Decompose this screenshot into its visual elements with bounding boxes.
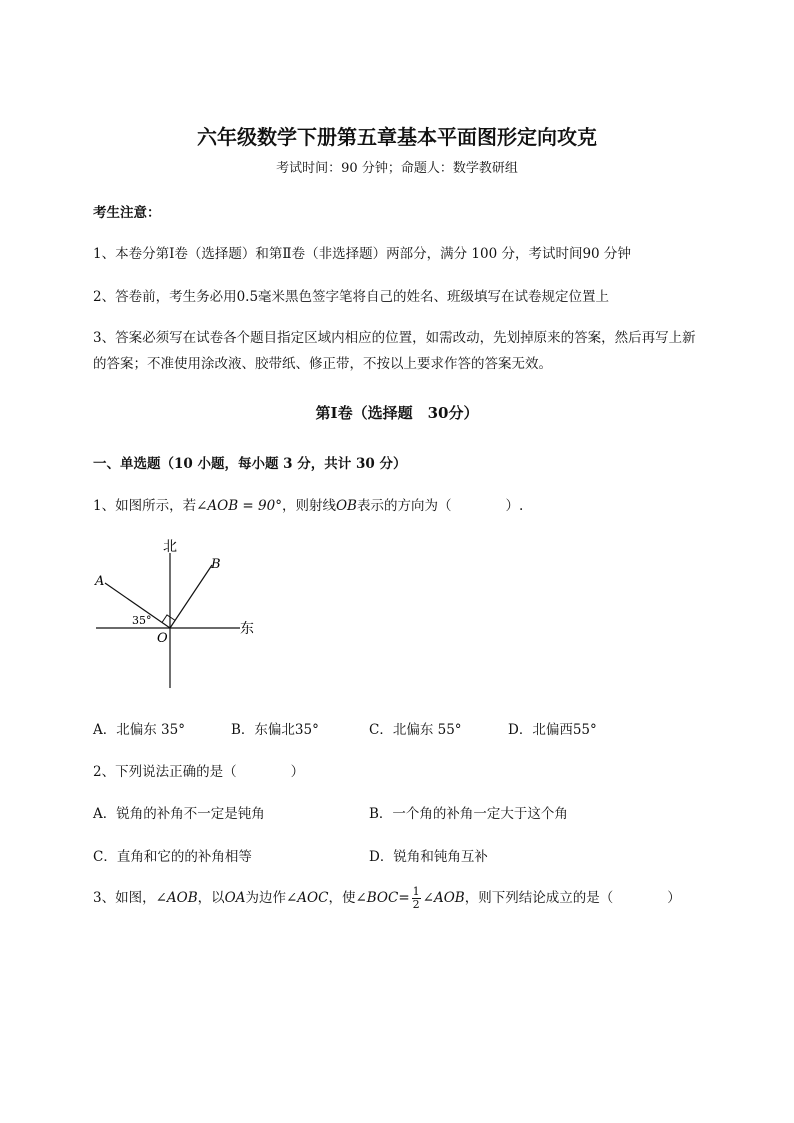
notice-item-2: 2、答卷前，考生务必用0.5毫米黑色签字笔将自己的姓名、班级填写在试卷规定位置上 — [93, 289, 610, 305]
q1-suffix: 表示的方向为（ ）. — [356, 498, 524, 514]
fraction-denominator: 2 — [412, 898, 420, 911]
q1-option-c[interactable]: C．北偏东 55° — [369, 722, 462, 738]
q3-math-oa: OA — [224, 890, 246, 906]
notice-item-1: 1、本卷分第Ⅰ卷（选择题）和第Ⅱ卷（非选择题）两部分，满分 100 分，考试时间90 分钟 — [93, 246, 631, 262]
q2-option-d[interactable]: D．锐角和钝角互补 — [369, 849, 488, 865]
q1-option-a[interactable]: A．北偏东 35° — [93, 722, 185, 738]
north-label: 北 — [163, 539, 177, 555]
point-o-label: O — [157, 631, 168, 646]
q3-math-aob: ∠AOB — [155, 890, 198, 906]
ray-ob — [170, 565, 212, 628]
q2-option-b[interactable]: B．一个角的补角一定大于这个角 — [369, 806, 568, 822]
q2-option-c[interactable]: C．直角和它的的补角相等 — [93, 849, 252, 865]
q1-direction-figure — [90, 535, 260, 695]
question-1-stem — [93, 494, 523, 514]
notice-item-3-line-2: 的答案；不准使用涂改液、胶带纸、修正带，不按以上要求作答的答案无效。 — [93, 356, 552, 372]
section-title: 第Ⅰ卷（选择题 30分） — [315, 404, 479, 422]
q1-option-b[interactable]: B．东偏北35° — [231, 722, 319, 738]
question-3-stem — [93, 886, 681, 911]
point-b-label: B — [211, 557, 221, 572]
q3-math-aob-2: ∠AOB — [422, 890, 465, 906]
q3-prefix: 3、如图， — [93, 890, 156, 906]
page-title: 六年级数学下册第五章基本平面图形定向攻克 — [197, 125, 597, 149]
exam-info: 考试时间：90 分钟；命题人：数学教研组 — [276, 161, 518, 176]
q3-text-1: ，以 — [197, 890, 225, 906]
q3-text-3: ，使 — [328, 890, 356, 906]
q3-text-4: ，则下列结论成立的是（ ） — [464, 890, 681, 906]
point-a-label: A — [95, 574, 105, 589]
q1-prefix: 1、如图所示，若 — [93, 498, 197, 514]
q3-fraction-half — [412, 886, 421, 911]
right-angle-mark — [162, 615, 175, 623]
q2-option-a[interactable]: A．锐角的补角不一定是钝角 — [93, 806, 265, 822]
angle-35-label: 35° — [132, 614, 152, 627]
q3-math-boc: ∠BOC= — [355, 890, 410, 906]
question-2-stem: 2、下列说法正确的是（ ） — [93, 764, 305, 780]
east-label: 东 — [240, 621, 254, 637]
q1-option-d[interactable]: D．北偏西55° — [508, 722, 597, 738]
q1-math-ray: OB — [335, 498, 357, 514]
notice-heading: 考生注意： — [93, 205, 161, 221]
part-heading: 一、单选题（10 小题，每小题 3 分，共计 30 分） — [93, 456, 407, 472]
q3-text-2: 为边作 — [245, 890, 286, 906]
q1-middle: ，则射线 — [281, 498, 336, 514]
q1-math-angle: ∠AOB = 90° — [196, 498, 282, 514]
fraction-numerator: 1 — [412, 885, 420, 898]
q3-math-aoc: ∠AOC — [285, 890, 329, 906]
notice-item-3-line-1: 3、答案必须写在试卷各个题目指定区域内相应的位置，如需改动，先划掉原来的答案，然后再写上新 — [93, 330, 696, 346]
